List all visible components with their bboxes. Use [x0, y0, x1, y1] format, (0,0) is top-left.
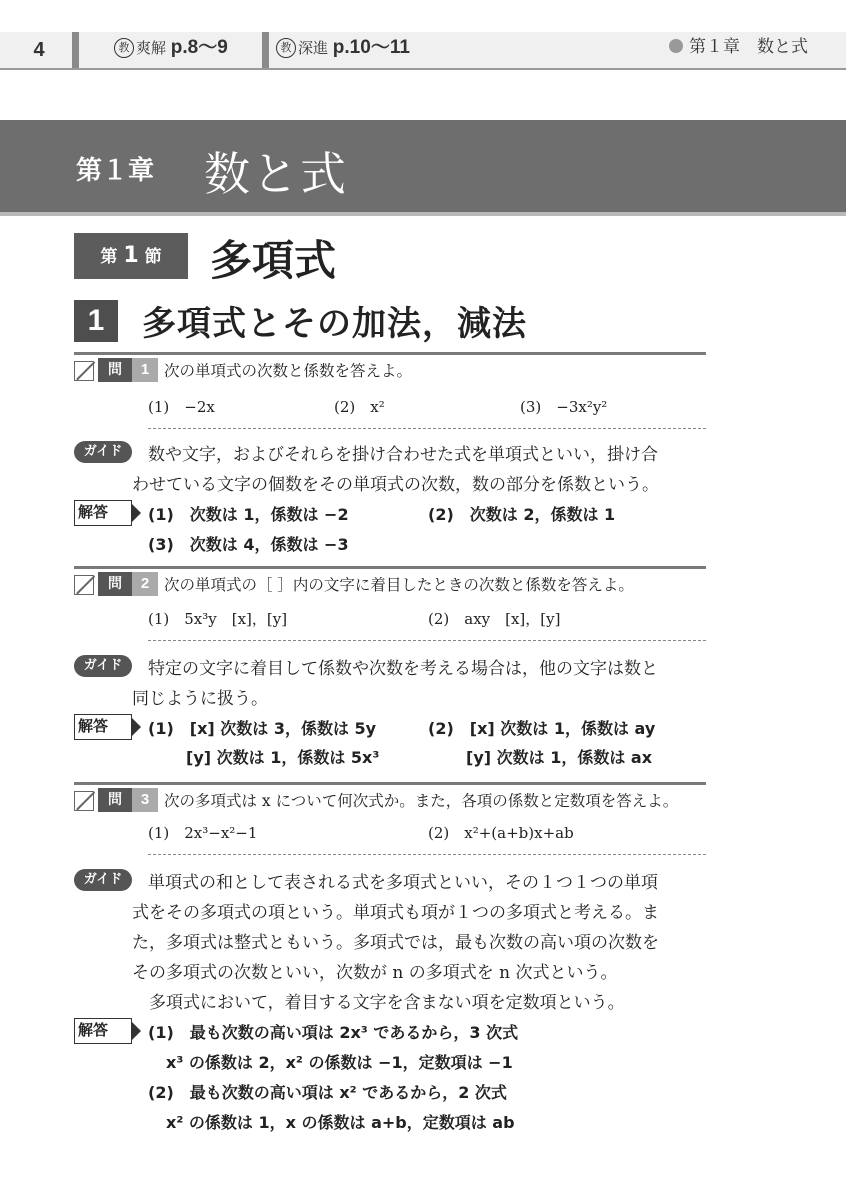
- section-label-num: 1: [123, 243, 139, 268]
- kyo-icon: 教: [114, 38, 134, 58]
- topic-number: 1: [74, 300, 118, 342]
- problem-label: 問: [98, 572, 132, 596]
- chapter-title: 数と式: [204, 147, 348, 201]
- problem-text: 次の多項式は x について何次式か。また，各項の係数と定数項を答えよ。: [164, 792, 679, 810]
- answer-badge: 解答: [74, 1018, 132, 1044]
- chapter-number: 第１章: [76, 156, 155, 186]
- problem-text: 次の単項式の［ ］内の文字に着目したときの次数と係数を答えよ。: [164, 576, 634, 594]
- problem-item: (2) axy [x]，[y]: [428, 610, 561, 628]
- problem-item: (1) 5x³y [x]，[y]: [148, 610, 288, 628]
- problem-number: 3: [132, 788, 158, 812]
- textbook-ref-2: [276, 32, 410, 68]
- problem-number: 1: [132, 358, 158, 382]
- answer-text: x³ の係数は 2，x² の係数は −1，定数項は −1: [166, 1053, 513, 1072]
- header-chapter: [669, 32, 808, 57]
- ref1-pages: p.8〜9: [170, 37, 228, 58]
- answer-text: (1) 次数は 1，係数は −2: [148, 505, 349, 524]
- guide-badge: ガイド: [74, 655, 132, 677]
- answer-text: [y] 次数は 1，係数は ax: [466, 748, 653, 767]
- section-label-pre: 第: [100, 247, 118, 267]
- answer-text: (1) 最も次数の高い項は 2x³ であるから，3 次式: [148, 1023, 519, 1042]
- problem-header: [74, 352, 706, 386]
- guide-text: 式をその多項式の項という。単項式も項が１つの多項式と考える。ま: [132, 903, 659, 923]
- guide-badge: ガイド: [74, 441, 132, 463]
- kyo-icon: 教: [276, 38, 296, 58]
- ref2-label: 深進: [298, 39, 329, 57]
- answer-text: (2) [x] 次数は 1，係数は ay: [428, 719, 656, 738]
- checkbox-icon[interactable]: [74, 361, 94, 381]
- bullet-dot-icon: [669, 39, 683, 53]
- checkbox-icon[interactable]: [74, 791, 94, 811]
- problem-header: [74, 782, 706, 816]
- answer-text: (3) 次数は 4，係数は −3: [148, 535, 349, 554]
- ref2-pages: p.10〜11: [332, 37, 410, 58]
- problem-item: (1) 2x³−x²−1: [148, 824, 258, 842]
- problem-item: (1) −2x: [148, 398, 215, 416]
- answer-text: (2) 最も次数の高い項は x² であるから，2 次式: [148, 1083, 507, 1102]
- guide-text: わせている文字の個数をその単項式の次数，数の部分を係数という。: [132, 475, 659, 495]
- textbook-ref-1: [114, 32, 228, 68]
- checkbox-icon[interactable]: [74, 575, 94, 595]
- guide-text: 数や文字，およびそれらを掛け合わせた式を単項式といい，掛け合: [148, 445, 658, 465]
- page-header: [0, 32, 846, 70]
- guide-text: 同じように扱う。: [132, 689, 268, 709]
- header-divider: [262, 32, 269, 68]
- answer-text: (1) [x] 次数は 3，係数は 5y: [148, 719, 377, 738]
- answer-text: x² の係数は 1，x の係数は a+b，定数項は ab: [166, 1113, 515, 1132]
- dashed-divider: [148, 640, 706, 641]
- guide-text: た，多項式は整式ともいう。多項式では，最も次数の高い項の次数を: [132, 933, 659, 953]
- problem-item: (2) x²: [334, 398, 385, 416]
- dashed-divider: [148, 428, 706, 429]
- problem-label: 問: [98, 358, 132, 382]
- topic-title: 多項式とその加法，減法: [142, 304, 527, 344]
- answer-badge: 解答: [74, 714, 132, 740]
- guide-text: 多項式において，着目する文字を含まない項を定数項という。: [132, 993, 625, 1013]
- guide-badge: ガイド: [74, 869, 132, 891]
- section-label-post: 節: [144, 247, 162, 267]
- problem-text: 次の単項式の次数と係数を答えよ。: [164, 362, 413, 380]
- answer-badge: 解答: [74, 500, 132, 526]
- problem-item: (2) x²+(a+b)x+ab: [428, 824, 574, 842]
- problem-number: 2: [132, 572, 158, 596]
- guide-text: その多項式の次数といい，次数が n の多項式を n 次式という。: [132, 963, 618, 983]
- answer-text: (2) 次数は 2，係数は 1: [428, 505, 616, 524]
- problem-header: [74, 566, 706, 600]
- dashed-divider: [148, 854, 706, 855]
- section-title: 多項式: [210, 236, 337, 285]
- answer-text: [y] 次数は 1，係数は 5x³: [186, 748, 380, 767]
- guide-text: 特定の文字に着目して係数や次数を考える場合は，他の文字は数と: [148, 659, 658, 679]
- problem-item: (3) −3x²y²: [520, 398, 608, 416]
- ref1-label: 爽解: [136, 39, 167, 57]
- guide-text: 単項式の和として表される式を多項式といい，その１つ１つの単項: [148, 873, 658, 893]
- page-number: 4: [33, 39, 45, 61]
- section-label: [74, 233, 188, 279]
- header-chapter-text: 第１章 数と式: [689, 37, 808, 57]
- chapter-banner: [0, 120, 846, 216]
- header-divider: [72, 32, 79, 68]
- problem-label: 問: [98, 788, 132, 812]
